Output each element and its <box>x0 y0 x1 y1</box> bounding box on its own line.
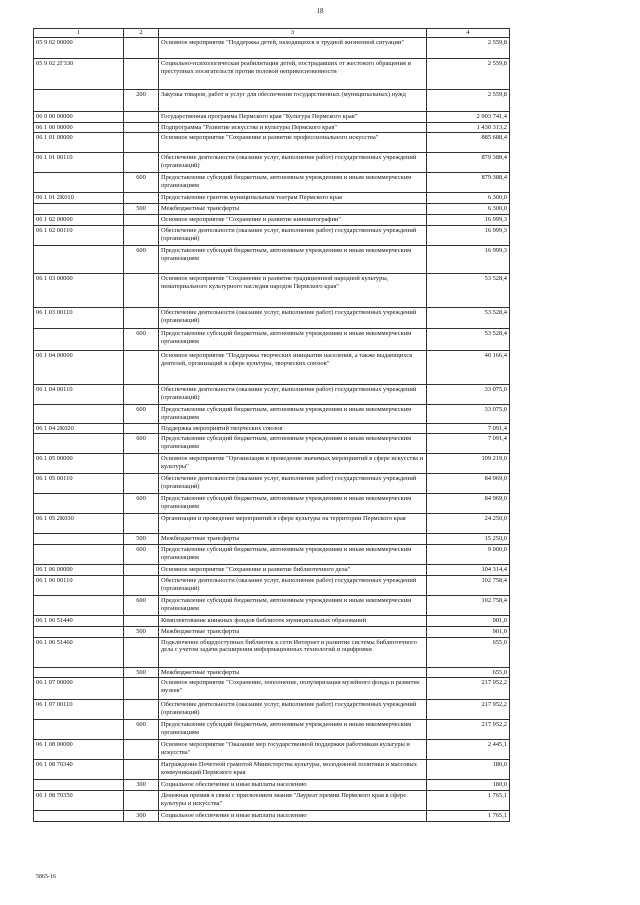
row-expense-type <box>124 225 159 245</box>
row-name: Обеспечение деятельности (оказание услуг, выполнение работ) государственных учреждений (организаций) <box>159 225 427 245</box>
table-row <box>34 791 510 811</box>
table-row <box>34 122 510 133</box>
row-amount: 1 765,1 <box>427 811 510 822</box>
row-code <box>34 811 124 822</box>
row-code: 06 1 05 2К030 <box>34 514 124 534</box>
row-name: Основное мероприятие "Сохранение и развитие библиотечного дела" <box>159 565 427 576</box>
row-name: Межбюджетные трансферты <box>159 204 427 215</box>
row-amount: 24 250,0 <box>427 514 510 534</box>
row-code <box>34 780 124 791</box>
row-amount: 104 314,4 <box>427 565 510 576</box>
row-amount: 15 250,0 <box>427 534 510 545</box>
row-name: Межбюджетные трансферты <box>159 626 427 637</box>
row-name: Предоставление субсидий бюджетным, автономным учреждениям и иным некоммерческим организациям <box>159 595 427 615</box>
row-amount: 16 999,3 <box>427 245 510 273</box>
row-code <box>34 245 124 273</box>
row-amount: 2 559,8 <box>427 89 510 111</box>
row-expense-type <box>124 350 159 384</box>
table-row <box>34 384 510 404</box>
row-expense-type <box>124 454 159 474</box>
row-amount: 901,0 <box>427 615 510 626</box>
row-name: Предоставление субсидий бюджетным, автономным учреждениям и иным некоммерческим организациям <box>159 328 427 350</box>
table-row <box>34 494 510 514</box>
table-row <box>34 204 510 215</box>
row-amount: 2 559,8 <box>427 37 510 58</box>
row-code: 06 1 04 00000 <box>34 350 124 384</box>
row-amount: 2 903 741,4 <box>427 111 510 122</box>
column-header-2: 2 <box>124 29 159 38</box>
table-row <box>34 720 510 740</box>
row-expense-type: 500 <box>124 534 159 545</box>
row-expense-type <box>124 575 159 595</box>
row-name: Предоставление субсидий бюджетным, автономным учреждениям и иным некоммерческим организациям <box>159 494 427 514</box>
table-row <box>34 111 510 122</box>
row-name: Предоставление субсидий бюджетным, автономным учреждениям и иным некоммерческим организациям <box>159 245 427 273</box>
row-amount: 879 388,4 <box>427 173 510 193</box>
row-name: Социально-психологическая реабилитация детей, пострадавших от жестокого обращения и преступных посягательств против половой неприкосновенности <box>159 58 427 89</box>
row-code <box>34 434 124 454</box>
row-amount: 109 219,0 <box>427 454 510 474</box>
row-code: 06 1 01 2К010 <box>34 193 124 204</box>
table-row <box>34 575 510 595</box>
row-expense-type <box>124 423 159 434</box>
row-code: 06 1 08 70350 <box>34 791 124 811</box>
row-name: Обеспечение деятельности (оказание услуг, выполнение работ) государственных учреждений (организаций) <box>159 153 427 173</box>
row-code: 05 9 02 00000 <box>34 37 124 58</box>
row-code: 06 1 06 00000 <box>34 565 124 576</box>
table-row <box>34 215 510 226</box>
row-name: Основное мероприятие "Оказание мер государственной поддержки работникам культуры и искусства" <box>159 740 427 760</box>
row-expense-type <box>124 133 159 153</box>
row-amount: 7 091,4 <box>427 423 510 434</box>
row-name: Предоставление субсидий бюджетным, автономным учреждениям и иным некоммерческим организациям <box>159 545 427 565</box>
table-row <box>34 514 510 534</box>
table-row <box>34 700 510 720</box>
row-amount: 6 300,0 <box>427 204 510 215</box>
row-name: Социальное обеспечение и иные выплаты населению <box>159 811 427 822</box>
row-expense-type <box>124 791 159 811</box>
table-row <box>34 423 510 434</box>
row-name: Подпрограмма "Развитие искусства и культуры Пермского края" <box>159 122 427 133</box>
row-amount: 6 300,0 <box>427 193 510 204</box>
table-body <box>34 37 510 821</box>
row-expense-type: 600 <box>124 595 159 615</box>
row-amount: 180,0 <box>427 760 510 780</box>
table-row <box>34 474 510 494</box>
row-expense-type <box>124 678 159 700</box>
row-code <box>34 328 124 350</box>
row-amount: 655,0 <box>427 667 510 678</box>
row-code <box>34 204 124 215</box>
page-number: 18 <box>316 7 324 15</box>
table-row <box>34 193 510 204</box>
row-code: 06 1 07 00000 <box>34 678 124 700</box>
table-row <box>34 534 510 545</box>
row-code <box>34 720 124 740</box>
table-row <box>34 273 510 307</box>
table-row <box>34 626 510 637</box>
row-name: Организация и проведение мероприятий в сфере культуры на территории Пермского края <box>159 514 427 534</box>
row-amount: 84 969,0 <box>427 474 510 494</box>
row-expense-type <box>124 637 159 667</box>
row-expense-type: 300 <box>124 811 159 822</box>
row-code <box>34 404 124 423</box>
table-row <box>34 811 510 822</box>
table-row <box>34 760 510 780</box>
row-name: Комплектование книжных фондов библиотек муниципальных образований <box>159 615 427 626</box>
row-expense-type: 500 <box>124 626 159 637</box>
row-code: 06 1 05 00110 <box>34 474 124 494</box>
row-amount: 33 075,0 <box>427 384 510 404</box>
row-expense-type <box>124 122 159 133</box>
row-code: 06 1 05 00000 <box>34 454 124 474</box>
row-expense-type: 500 <box>124 667 159 678</box>
row-name: Закупка товаров, работ и услуг для обеспечения государственных (муниципальных) нужд <box>159 89 427 111</box>
table-row <box>34 565 510 576</box>
row-name: Межбюджетные трансферты <box>159 667 427 678</box>
row-amount: 84 969,0 <box>427 494 510 514</box>
row-expense-type <box>124 700 159 720</box>
row-expense-type: 600 <box>124 173 159 193</box>
row-name: Денежная премия в связи с присвоением звания "Лауреат премии Пермского края в сфере культуры и искусства" <box>159 791 427 811</box>
row-code: 06 1 08 70340 <box>34 760 124 780</box>
row-amount: 40 166,4 <box>427 350 510 384</box>
table-row <box>34 133 510 153</box>
row-expense-type <box>124 307 159 328</box>
row-code: 06 1 08 00000 <box>34 740 124 760</box>
table-row <box>34 667 510 678</box>
row-name: Обеспечение деятельности (оказание услуг, выполнение работ) государственных учреждений (организаций) <box>159 575 427 595</box>
table-row <box>34 37 510 58</box>
row-expense-type <box>124 740 159 760</box>
row-code <box>34 173 124 193</box>
row-code: 06 1 01 00000 <box>34 133 124 153</box>
budget-table <box>33 28 510 822</box>
row-name: Основное мероприятие "Поддержка детей, находящихся в трудной жизненной ситуации" <box>159 37 427 58</box>
row-name: Обеспечение деятельности (оказание услуг, выполнение работ) государственных учреждений (организаций) <box>159 307 427 328</box>
row-code: 06 1 01 00110 <box>34 153 124 173</box>
row-amount: 217 952,2 <box>427 700 510 720</box>
row-expense-type <box>124 37 159 58</box>
row-amount: 102 758,4 <box>427 595 510 615</box>
row-amount: 9 000,0 <box>427 545 510 565</box>
row-name: Награждение Почетной грамотой Министерства культуры, молодежной политики и массовых коммуникаций Пермского края <box>159 760 427 780</box>
row-amount: 33 075,0 <box>427 404 510 423</box>
row-name: Социальное обеспечение и иные выплаты населению <box>159 780 427 791</box>
table-row <box>34 307 510 328</box>
row-expense-type <box>124 514 159 534</box>
column-header-1: 1 <box>34 29 124 38</box>
row-amount: 217 952,2 <box>427 720 510 740</box>
footer-code: 5865-16 <box>36 874 56 880</box>
row-code: 06 1 03 00110 <box>34 307 124 328</box>
row-code: 05 9 02 2Г330 <box>34 58 124 89</box>
row-amount: 7 091,4 <box>427 434 510 454</box>
row-code <box>34 494 124 514</box>
row-code <box>34 545 124 565</box>
row-amount: 1 765,1 <box>427 791 510 811</box>
row-expense-type <box>124 153 159 173</box>
row-amount: 2 445,1 <box>427 740 510 760</box>
row-expense-type <box>124 111 159 122</box>
row-code: 06 1 04 00110 <box>34 384 124 404</box>
column-header-4: 4 <box>427 29 510 38</box>
row-name: Предоставление субсидий бюджетным, автономным учреждениям и иным некоммерческим организациям <box>159 720 427 740</box>
row-name: Обеспечение деятельности (оказание услуг, выполнение работ) государственных учреждений (организаций) <box>159 474 427 494</box>
row-amount: 102 758,4 <box>427 575 510 595</box>
row-code: 06 1 07 00110 <box>34 700 124 720</box>
row-expense-type <box>124 474 159 494</box>
row-code: 06 1 06 51440 <box>34 615 124 626</box>
row-amount: 2 559,8 <box>427 58 510 89</box>
row-code: 06 1 03 00000 <box>34 273 124 307</box>
row-name: Предоставление субсидий бюджетным, автономным учреждениям и иным некоммерческим организациям <box>159 404 427 423</box>
row-expense-type <box>124 760 159 780</box>
row-name: Межбюджетные трансферты <box>159 534 427 545</box>
row-name: Основное мероприятие "Сохранение и развитие традиционной народной культуры, нематериального культурного наследия народов Пермского края" <box>159 273 427 307</box>
row-expense-type <box>124 384 159 404</box>
row-amount: 53 528,4 <box>427 328 510 350</box>
row-amount: 879 388,4 <box>427 153 510 173</box>
row-amount: 1 430 313,2 <box>427 122 510 133</box>
row-expense-type: 600 <box>124 494 159 514</box>
row-expense-type: 600 <box>124 434 159 454</box>
row-amount: 885 688,4 <box>427 133 510 153</box>
row-name: Обеспечение деятельности (оказание услуг, выполнение работ) государственных учреждений (организаций) <box>159 384 427 404</box>
row-expense-type <box>124 565 159 576</box>
row-amount: 217 952,2 <box>427 678 510 700</box>
row-name: Государственная программа Пермского края "Культура Пермского края" <box>159 111 427 122</box>
row-expense-type <box>124 215 159 226</box>
row-expense-type <box>124 58 159 89</box>
row-name: Обеспечение деятельности (оказание услуг, выполнение работ) государственных учреждений (организаций) <box>159 700 427 720</box>
row-code: 06 1 06 00110 <box>34 575 124 595</box>
row-amount: 53 528,4 <box>427 307 510 328</box>
row-code: 06 1 02 00000 <box>34 215 124 226</box>
row-expense-type: 600 <box>124 545 159 565</box>
table-row <box>34 89 510 111</box>
row-name: Основное мероприятие "Поддержка творческих инициатив населения, а также выдающихся деятелей, организаций в сфере культуры, творческих союзов" <box>159 350 427 384</box>
row-name: Основное мероприятие "Сохранение, пополнение, популяризация музейного фонда и развитие музеев" <box>159 678 427 700</box>
row-expense-type <box>124 193 159 204</box>
row-code: 06 1 00 00000 <box>34 122 124 133</box>
column-header-3: 3 <box>159 29 427 38</box>
table-row <box>34 245 510 273</box>
row-amount: 180,0 <box>427 780 510 791</box>
row-name: Предоставление субсидий бюджетным, автономным учреждениям и иным некоммерческим организациям <box>159 434 427 454</box>
table-row <box>34 404 510 423</box>
table-row <box>34 545 510 565</box>
table-row <box>34 615 510 626</box>
row-expense-type: 600 <box>124 245 159 273</box>
row-name: Подключение общедоступных библиотек к сети Интернет и развитие системы библиотечного дела с учетом задачи расширения информационных технологий и оцифровки <box>159 637 427 667</box>
row-expense-type: 600 <box>124 720 159 740</box>
row-name: Основное мероприятие "Организация и проведение значимых мероприятий в сфере искусства и культуры" <box>159 454 427 474</box>
row-name: Основное мероприятие "Сохранение и развитие профессионального искусства" <box>159 133 427 153</box>
table-row <box>34 595 510 615</box>
row-amount: 901,0 <box>427 626 510 637</box>
row-expense-type: 600 <box>124 328 159 350</box>
table-row <box>34 58 510 89</box>
table-row <box>34 328 510 350</box>
table-row <box>34 740 510 760</box>
row-code: 06 1 04 2К020 <box>34 423 124 434</box>
table-row <box>34 678 510 700</box>
row-amount: 16 999,3 <box>427 215 510 226</box>
table-row <box>34 780 510 791</box>
row-amount: 53 528,4 <box>427 273 510 307</box>
row-expense-type: 500 <box>124 204 159 215</box>
row-code <box>34 534 124 545</box>
row-name: Предоставление грантов муниципальным театрам Пермского края <box>159 193 427 204</box>
row-code: 06 1 06 51460 <box>34 637 124 667</box>
row-expense-type <box>124 615 159 626</box>
column-number-row <box>34 29 510 38</box>
row-code <box>34 89 124 111</box>
row-code: 06 1 02 00110 <box>34 225 124 245</box>
table-row <box>34 434 510 454</box>
row-code <box>34 595 124 615</box>
table-row <box>34 637 510 667</box>
row-code <box>34 626 124 637</box>
row-expense-type: 300 <box>124 780 159 791</box>
row-name: Основное мероприятие "Сохранение и развитие кинематографии" <box>159 215 427 226</box>
row-expense-type: 200 <box>124 89 159 111</box>
row-amount: 655,0 <box>427 637 510 667</box>
row-amount: 16 999,3 <box>427 225 510 245</box>
table-row <box>34 454 510 474</box>
table-row <box>34 225 510 245</box>
row-code <box>34 667 124 678</box>
row-code: 06 0 00 00000 <box>34 111 124 122</box>
row-expense-type <box>124 273 159 307</box>
table-row <box>34 173 510 193</box>
row-name: Предоставление субсидий бюджетным, автономным учреждениям и иным некоммерческим организациям <box>159 173 427 193</box>
row-expense-type: 600 <box>124 404 159 423</box>
table-row <box>34 153 510 173</box>
table-row <box>34 350 510 384</box>
row-name: Поддержка мероприятий творческих союзов <box>159 423 427 434</box>
